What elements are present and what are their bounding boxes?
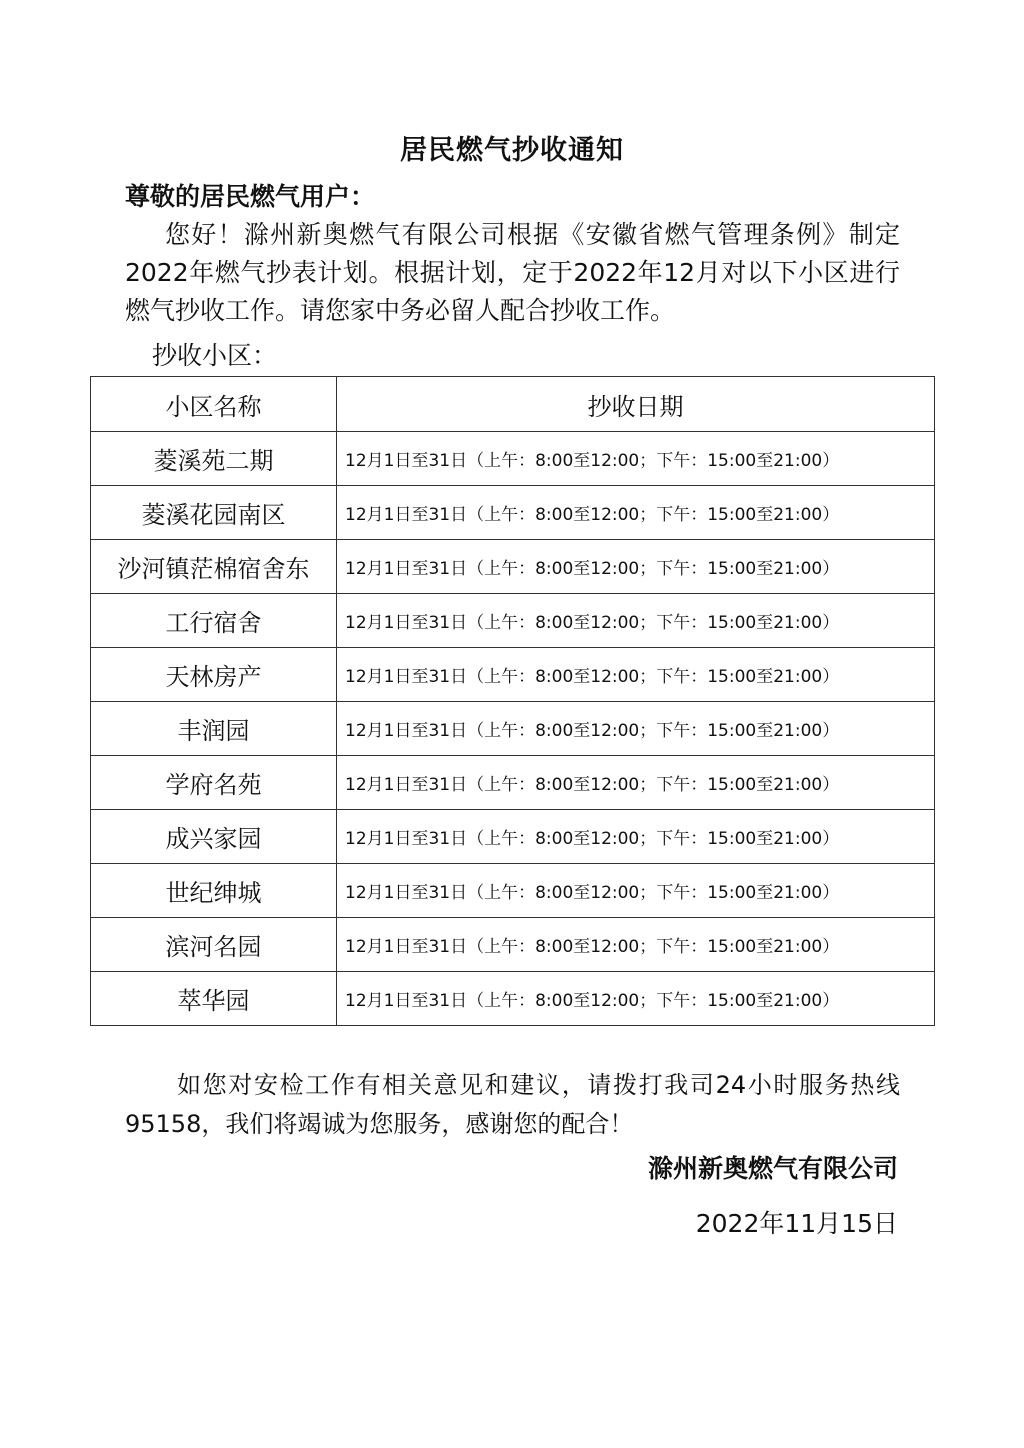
collection-date: 12月1日至31日（上午：8:00至12:00；下午：15:00至21:00） xyxy=(337,864,935,918)
table-row xyxy=(91,918,935,972)
community-name: 萃华园 xyxy=(91,972,337,1026)
table-row xyxy=(91,810,935,864)
collection-date: 12月1日至31日（上午：8:00至12:00；下午：15:00至21:00） xyxy=(337,810,935,864)
community-name: 菱溪花园南区 xyxy=(91,486,337,540)
table-row xyxy=(91,648,935,702)
table-row xyxy=(91,486,935,540)
collection-date: 12月1日至31日（上午：8:00至12:00；下午：15:00至21:00） xyxy=(337,756,935,810)
collection-date: 12月1日至31日（上午：8:00至12:00；下午：15:00至21:00） xyxy=(337,918,935,972)
community-name: 沙河镇茫棉宿舍东 xyxy=(91,540,337,594)
collection-date: 12月1日至31日（上午：8:00至12:00；下午：15:00至21:00） xyxy=(337,432,935,486)
community-name: 成兴家园 xyxy=(91,810,337,864)
collection-date: 12月1日至31日（上午：8:00至12:00；下午：15:00至21:00） xyxy=(337,972,935,1026)
community-name: 丰润园 xyxy=(91,702,337,756)
collection-date: 12月1日至31日（上午：8:00至12:00；下午：15:00至21:00） xyxy=(337,594,935,648)
collection-date: 12月1日至31日（上午：8:00至12:00；下午：15:00至21:00） xyxy=(337,648,935,702)
table-row xyxy=(91,540,935,594)
collection-date: 12月1日至31日（上午：8:00至12:00；下午：15:00至21:00） xyxy=(337,702,935,756)
table-row xyxy=(91,702,935,756)
community-name: 世纪绅城 xyxy=(91,864,337,918)
notice-date: 2022年11月15日 xyxy=(695,1209,898,1238)
collection-date: 12月1日至31日（上午：8:00至12:00；下午：15:00至21:00） xyxy=(337,486,935,540)
header-community-name: 小区名称 xyxy=(91,377,337,432)
community-name: 天林房产 xyxy=(91,648,337,702)
table-row xyxy=(91,972,935,1026)
company-signature: 滁州新奥燃气有限公司 xyxy=(647,1154,898,1183)
greeting: 尊敬的居民燃气用户： xyxy=(125,182,376,211)
community-name: 菱溪苑二期 xyxy=(91,432,337,486)
page-title: 居民燃气抄收通知 xyxy=(400,135,624,166)
schedule-table xyxy=(90,376,935,1026)
table-row xyxy=(91,756,935,810)
community-name: 滨河名园 xyxy=(91,918,337,972)
community-name: 工行宿舍 xyxy=(91,594,337,648)
table-row xyxy=(91,432,935,486)
intro-paragraph: 您好！滁州新奥燃气有限公司根据《安徽省燃气管理条例》制定2022年燃气抄表计划。根据计划，定于2022年12月对以下小区进行燃气抄收工作。请您家中务必留人配合抄收工作。 xyxy=(125,220,900,325)
community-name: 学府名苑 xyxy=(91,756,337,810)
table-header-row xyxy=(91,377,935,432)
table-row xyxy=(91,864,935,918)
closing-paragraph: 如您对安检工作有相关意见和建议，请拨打我司24小时服务热线95158，我们将竭诚为您服务，感谢您的配合！ xyxy=(125,1071,900,1138)
header-collection-date: 抄收日期 xyxy=(337,377,935,432)
collection-date: 12月1日至31日（上午：8:00至12:00；下午：15:00至21:00） xyxy=(337,540,935,594)
table-row xyxy=(91,594,935,648)
section-label: 抄收小区： xyxy=(152,341,278,370)
